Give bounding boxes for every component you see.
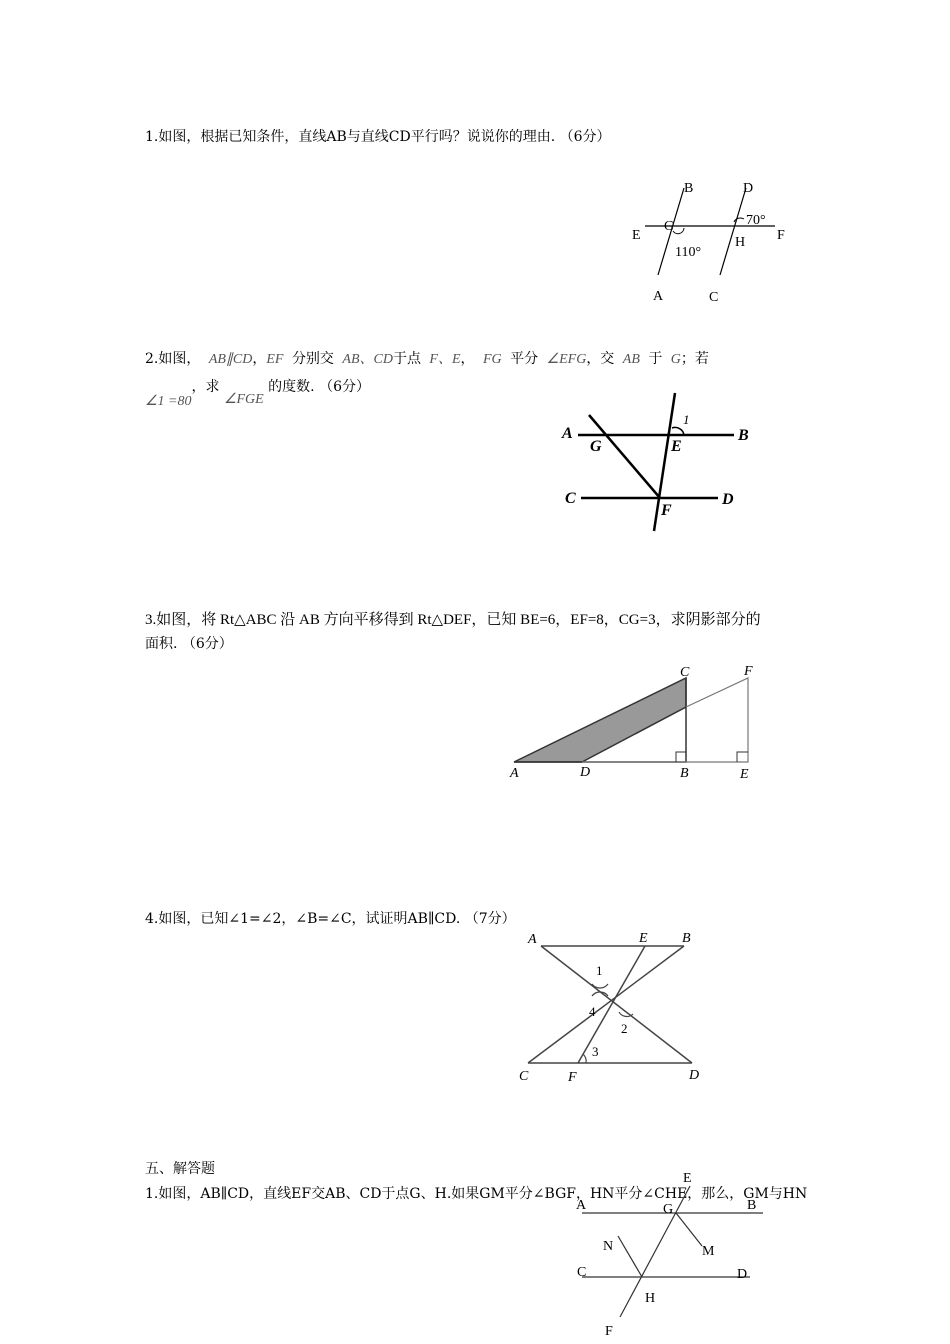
label-b: B: [680, 766, 689, 781]
label-three: 3: [592, 1044, 599, 1059]
question-1-figure: [620, 175, 800, 310]
label-m: M: [702, 1244, 715, 1259]
label-d: D: [737, 1267, 748, 1282]
question-4-text: 4.如图，已知∠1=∠2，∠B=∠C，试证明AB∥CD. （7分）: [145, 911, 516, 927]
label-d: D: [743, 181, 754, 196]
label-e: E: [671, 438, 682, 455]
question-2-figure: [560, 390, 760, 540]
label-n: N: [603, 1239, 614, 1254]
label-one: 1: [683, 412, 690, 427]
label-angle-70: 70°: [746, 213, 766, 228]
section-5-question-1: 1.如图，AB∥CD，直线EF交AB、CD于点G、H.如果GM平分∠BGF，HN平分∠CHE，那么，GM与HN: [145, 1186, 808, 1202]
label-g: G: [663, 1202, 674, 1217]
label-two: 2: [621, 1021, 628, 1036]
label-f: F: [605, 1324, 613, 1339]
label-g: G: [590, 438, 602, 455]
label-e: E: [639, 931, 648, 946]
question-3-line-2: 面积. （6分）: [145, 636, 233, 652]
question-3-line-1: 3.如图，将 Rt△ABC 沿 AB 方向平移得到 Rt△DEF，已知 BE=6，EF=8，CG=3，求阴影部分的: [145, 612, 761, 628]
label-h: H: [735, 235, 746, 250]
label-a: A: [510, 766, 519, 781]
label-c: C: [680, 665, 690, 680]
section-5-figure: [570, 1165, 780, 1340]
label-c: C: [519, 1069, 529, 1084]
label-a: A: [562, 425, 573, 442]
question-4-figure: [515, 925, 725, 1090]
label-a: A: [528, 932, 537, 947]
label-e: E: [683, 1171, 692, 1186]
label-d: D: [722, 491, 734, 508]
label-four: 4: [589, 1004, 596, 1019]
label-d: D: [689, 1068, 700, 1083]
label-f: F: [568, 1070, 577, 1085]
label-c: C: [709, 290, 719, 305]
question-2-line-2: ∠1 =80，求 ∠FGE 的度数. （6分）: [145, 379, 370, 409]
label-f: F: [661, 502, 672, 519]
label-b: B: [738, 427, 749, 444]
label-f: F: [744, 664, 753, 679]
label-a: A: [576, 1198, 587, 1213]
label-b: B: [684, 181, 694, 196]
ab-parallel-cd: AB∥CD: [208, 352, 253, 367]
label-e: E: [632, 228, 641, 243]
label-h: H: [645, 1291, 656, 1306]
label-one: 1: [596, 963, 603, 978]
question-1-text: 1.如图，根据已知条件，直线AB与直线CD平行吗？说说你的理由. （6分）: [145, 129, 611, 145]
label-b: B: [747, 1198, 757, 1213]
label-b: B: [682, 931, 691, 946]
section-5-title: 五、解答题: [145, 1161, 215, 1177]
question-2-line-1: 2.如图， AB∥CD，EF 分别交 AB、CD于点 F、E， FG 平分 ∠EFG，交 AB 于 G；若: [145, 351, 709, 367]
label-c: C: [577, 1265, 587, 1280]
label-a: A: [653, 289, 664, 304]
label-e: E: [740, 767, 749, 782]
label-g: G: [664, 219, 675, 234]
label-angle-110: 110°: [675, 245, 702, 260]
label-d: D: [580, 765, 591, 780]
question-3-figure: [505, 660, 765, 785]
label-f: F: [777, 228, 785, 243]
label-c: C: [565, 490, 576, 507]
